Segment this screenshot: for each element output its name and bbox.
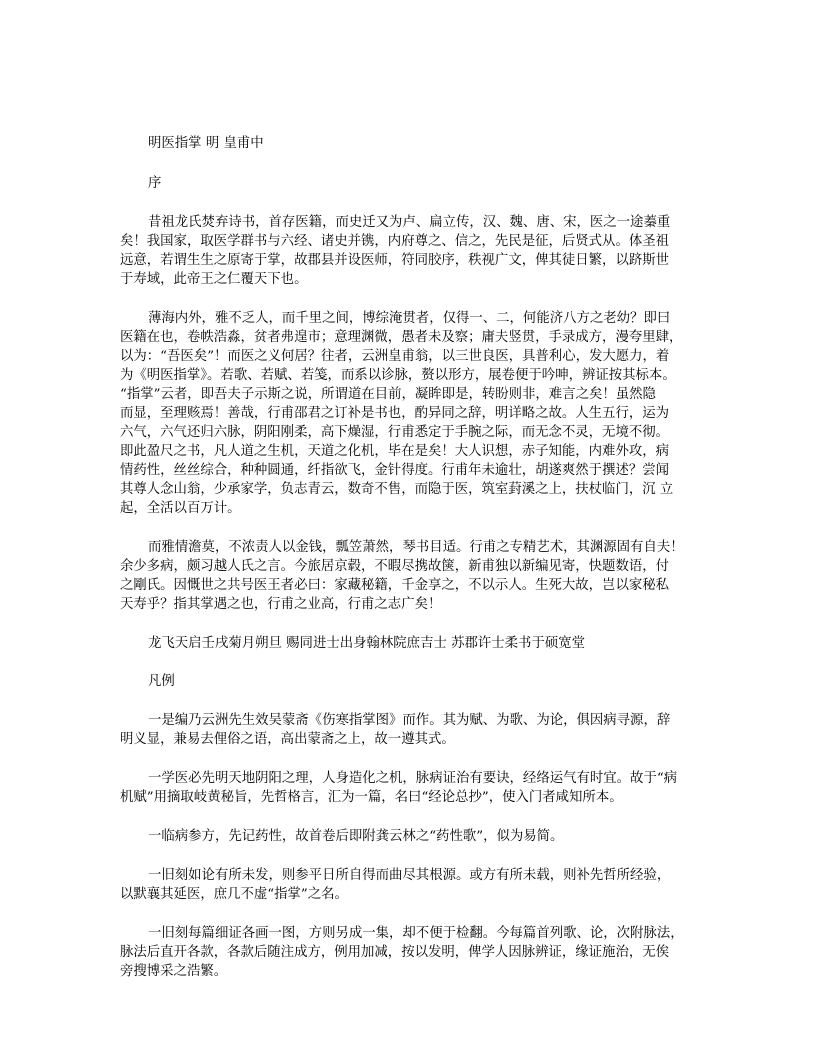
text-line: 即此盈尺之书，凡人道之生机，天道之化机，毕在是矣！大人识想，赤子知能，内难外攻，病 xyxy=(120,444,670,459)
text-line: 明义显，兼易去俚俗之语，高出蒙斋之上，故一遵其式。 xyxy=(120,732,455,747)
text-line: 为《明医指掌》。若歌、若赋、若笺，而系以诊脉，赘以形方，展卷便于吟呻，辨证按其标本。 xyxy=(120,368,676,383)
text-line: 六气，六气还归六脉，阴阳刚柔，高下燥湿，行甫悉定于手腕之际，而无念不灵，无境不彻。 xyxy=(120,425,670,440)
text-line: 远意，若谓生生之原寄于掌，故郡县并设医师，符同胶序，秩视广文，俾其徒日繁，以跻斯世 xyxy=(120,253,670,268)
text-line: 旁搜博采之浩繁。 xyxy=(120,964,228,979)
fanli-heading: 凡例 xyxy=(148,674,175,689)
text-line: 而雅情澹莫，不浓责人以金钱，瓢笠萧然，琴书目适。行甫之专精艺术，其渊源固有自夫！ xyxy=(148,540,684,555)
text-line: 之剛氏。因慨世之共号医王者必曰：家藏秘籍，千金享之，不以示人。生死大故，岂以家秘私 xyxy=(120,578,670,593)
text-line: 起，全活以百万计。 xyxy=(120,501,241,516)
text-line: 余少多病，颇习越人氏之言。今旅居京毂，不暇尽携故箧，新甫独以新编见寄，快题数语，付 xyxy=(120,559,670,574)
preface-paragraph-2 xyxy=(120,309,696,518)
document-body xyxy=(120,134,696,1001)
fanli-item-3 xyxy=(120,827,696,846)
preface-signature: 龙飞天启壬戌菊月朔旦 赐同进士出身翰林院庶吉士 苏郡许士柔书于硕宽堂 xyxy=(148,636,586,651)
text-line: 一学医必先明天地阴阳之理，人身造化之机，脉病证治有要诀，经络运气有时宜。故于“病 xyxy=(148,771,678,786)
preface-heading: 序 xyxy=(148,176,162,191)
text-line: 一旧刻每篇细证各画一图，方则另成一集，却不便于检翻。今每篇首列歌、论，次附脉法， xyxy=(148,926,684,941)
preface-paragraph-1 xyxy=(120,213,696,289)
text-line: 天寿乎？指其掌遇之也，行甫之业高，行甫之志广矣！ xyxy=(120,597,442,612)
text-line: 一是编乃云洲先生效吴蒙斋《伤寒指掌图》而作。其为赋、为歌、为论，俱因病寻源，辞 xyxy=(148,713,671,728)
fanli-item-4 xyxy=(120,866,696,904)
fanli-item-1 xyxy=(120,711,696,749)
text-line: 医籍在也，卷帙浩淼，贫者弗遑市；意理渊微，愚者未及察；庸夫竖贯，手录成方，漫夸里肆， xyxy=(120,330,683,345)
text-line: 以默襄其延医，庶几不虚“指掌”之名。 xyxy=(120,887,348,902)
text-line: 脉法后直开各款，各款后随注成方，例用加减，按以发明，俾学人因脉辨证，缘证施治，无俟 xyxy=(120,945,670,960)
fanli-item-2 xyxy=(120,769,696,807)
text-line: 薄海内外，雅不乏人，而千里之间，博综淹贯者，仅得一、二，何能济八方之老幼？即曰 xyxy=(148,311,671,326)
preface-paragraph-3 xyxy=(120,538,696,614)
text-line: 情药性，丝丝综合，种种圆通，纤指欲飞，金针得度。行甫年未逾壮，胡遂爽然于撰述？尝闻 xyxy=(120,463,670,478)
text-line: 以为：“吾医矣”！而医之义何居？往者，云洲皇甫翁，以三世良医，具普利心，发大愿力，着 xyxy=(120,349,670,364)
text-line: 昔祖龙氏焚弃诗书，首存医籍，而史迁又为卢、扁立传，汉、魏、唐、宋，医之一途蓁重 xyxy=(148,215,671,230)
text-line: 一旧刻如论有所未发，则参平日所自得而曲尽其根源。或方有所未载，则补先哲所经验， xyxy=(148,868,671,883)
text-line: 机赋”用摘取岐黄秘旨，先哲格言，汇为一篇，名曰“经论总抄”，使入门者咸知所本。 xyxy=(120,790,623,805)
book-title: 明医指掌 明 皇甫中 xyxy=(148,136,264,151)
text-line: 而显，至理赅焉！善哉，行甫邵君之订补是书也，酌异同之辞，明详略之故。人生五行，运为 xyxy=(120,406,670,421)
text-line: 于寿域，此帝王之仁覆天下也。 xyxy=(120,272,308,287)
fanli-item-5 xyxy=(120,924,696,981)
text-line: “指掌”云者，即吾夫子示斯之说，所谓道在目前，凝眸即是，转盼则非，难言之矣！虽然隐 xyxy=(120,387,656,402)
text-line: 矣！我国家，取医学群书与六经、诸史并镌，内府尊之、信之，先民是征，后贤式从。体圣祖 xyxy=(120,234,670,249)
text-line: 其尊人念山翁，少承家学，负志青云，数奇不售，而隐于医，筑室葑溪之上，扶杖临门，沉 立 xyxy=(120,482,674,497)
text-line: 一临病参方，先记药性，故首卷后即附龚云林之“药性歌”，似为易简。 xyxy=(148,829,564,844)
